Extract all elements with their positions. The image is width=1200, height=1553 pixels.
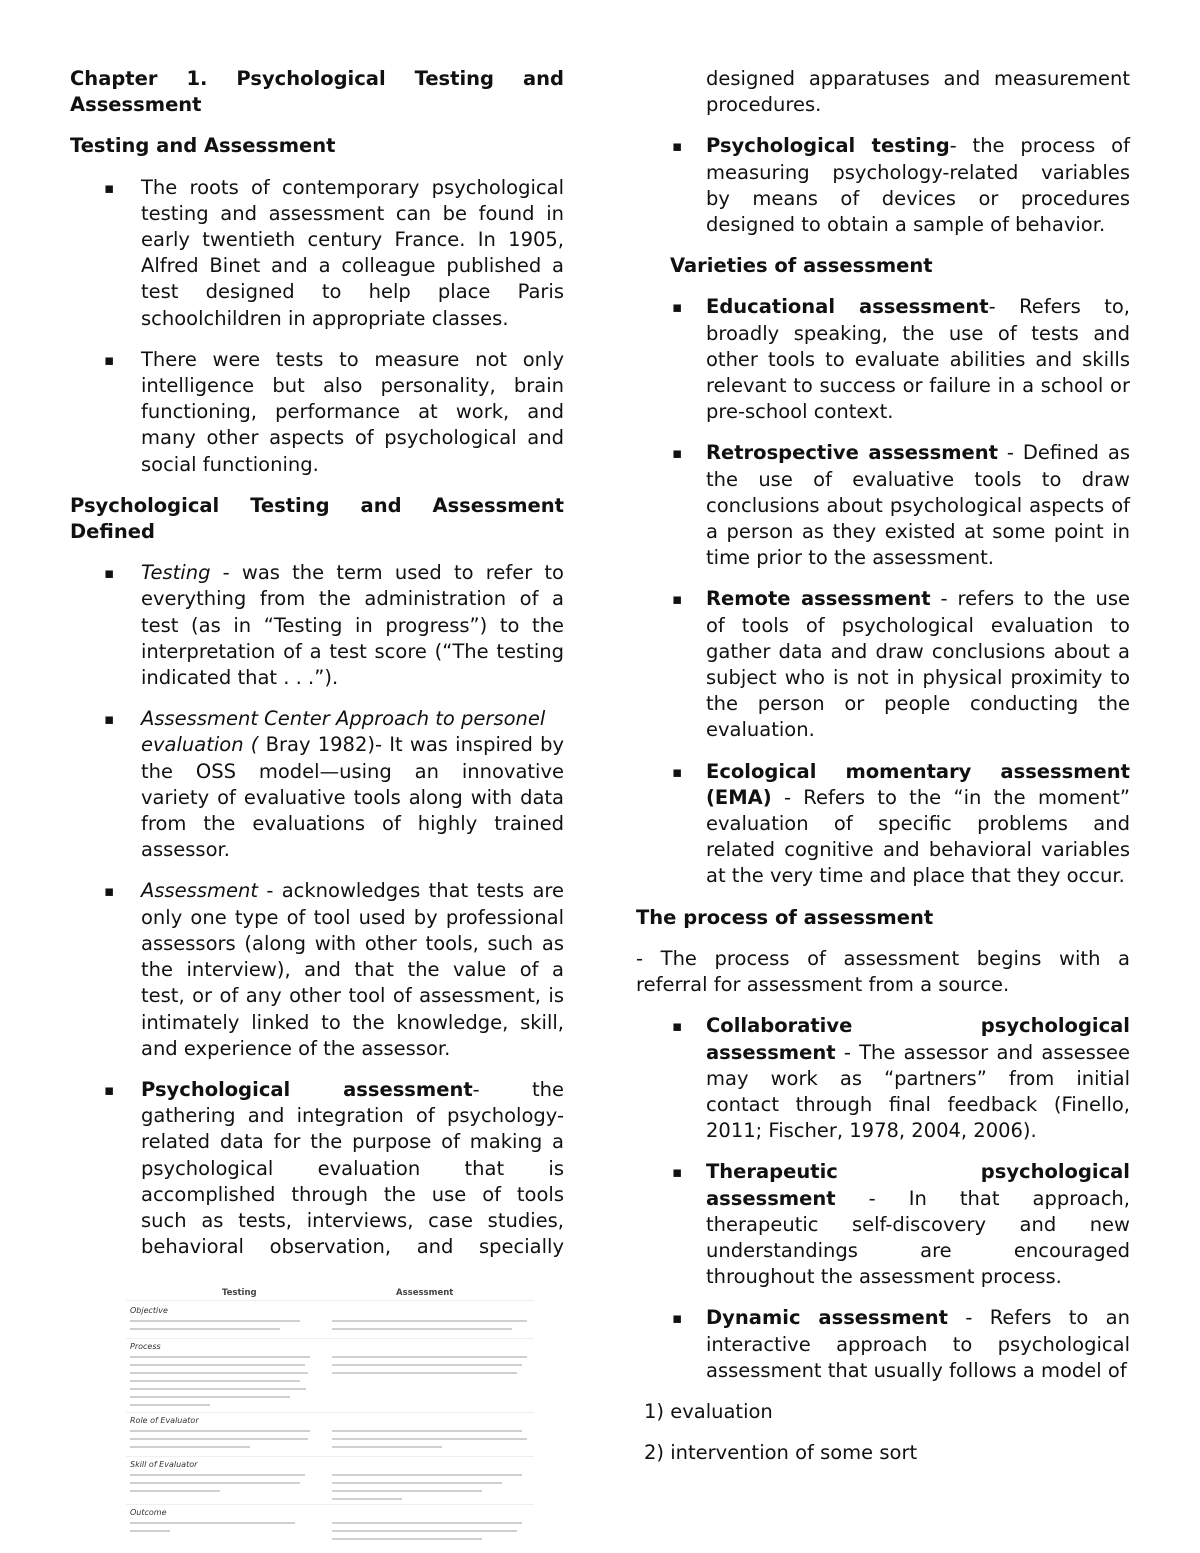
left-column: [70, 66, 564, 1275]
bullet-icon: ▪: [672, 1163, 683, 1182]
bullet-icon: ▪: [104, 178, 115, 197]
figure-section-label: Objective: [130, 1306, 168, 1315]
bullet-icon: ▪: [672, 1309, 683, 1328]
bullet-collaborative-assessment: ▪ Collaborative psychological assessment - The assessor and assessee may work as “partners” from initial contact through final feedback (Finello, 2011; Fischer, 1978, 2004, 2006).: [672, 1014, 1130, 1143]
figure-col-testing: Testing: [222, 1288, 257, 1298]
bullet-icon: ▪: [672, 137, 683, 156]
bullet-therapeutic-assessment: ▪ Therapeutic psychological assessment - In that approach, therapeutic self-discovery and new understandings are encouraged throughout the assessment process.: [672, 1160, 1130, 1289]
bullet-icon: ▪: [104, 710, 115, 729]
testing-vs-assessment-table-image: [126, 1284, 534, 1546]
bullet-icon: ▪: [104, 1080, 115, 1099]
bullet-remote-assessment: ▪ Remote assessment - refers to the use of tools of psychological evaluation to gather data and draw conclusions about a subject who is not in physical proximity to the person or people conducting the evaluation.: [672, 587, 1130, 742]
right-column: [636, 66, 1130, 1481]
bullet-psychological-assessment: ▪ Psychological assessment- the gathering and integration of psychology- related data for the purpose of making a psychological evaluation that is accomplished through the use of tools such as tests, interviews, case studies, behavioral observation, and specially: [104, 1077, 564, 1259]
bullet-icon: ▪: [104, 882, 115, 901]
bullet-icon: ▪: [672, 298, 683, 317]
bullet-icon: ▪: [672, 590, 683, 609]
bullet-assessment-center: ▪ Assessment Center Approach to personel evaluation ( Bray 1982)- It was inspired by the OSS model—using an innovative variety of evaluative tools along with data from the evaluations of highly trained assessor.: [104, 707, 564, 862]
bullet-psychological-assessment-continued: designed apparatuses and measurement procedures.: [706, 67, 1130, 117]
bullet-roots: ▪ The roots of contemporary psychological testing and assessment can be found in early twentieth century France. In 1905, Alfred Binet and a colleague published a test designed to help place Paris schoolchildren in appropriate classes.: [104, 175, 564, 330]
bullet-tests-measure: ▪ There were tests to measure not only intelligence but also personality, brain functioning, performance at work, and many other aspects of psychological and social functioning.: [104, 347, 564, 476]
numbered-item-1: 1) evaluation: [644, 1399, 773, 1423]
bullet-icon: ▪: [672, 1017, 683, 1036]
bullet-testing: ▪ Testing - was the term used to refer to everything from the administration of a test (as in “Testing in progress”) to the interpretation of a test score (“The testing indicated that . . .”).: [104, 561, 564, 690]
section-heading-testing-assessment: Testing and Assessment: [70, 134, 336, 158]
numbered-item-2: 2) intervention of some sort: [644, 1441, 918, 1465]
bullet-icon: ▪: [672, 762, 683, 781]
chapter-title: Chapter 1. Psychological Testing and Assessment: [70, 67, 564, 117]
bullet-icon: ▪: [672, 444, 683, 463]
bullet-icon: ▪: [104, 564, 115, 583]
bullet-educational-assessment: ▪ Educational assessment- Refers to, broadly speaking, the use of tests and other tools to evaluate abilities and skills relevant to success or failure in a school or pre-school context.: [672, 295, 1131, 424]
section-heading-process: The process of assessment: [636, 905, 934, 929]
bullet-dynamic-assessment: ▪ Dynamic assessment - Refers to an interactive approach to psychological assessment that usually follows a model of: [672, 1306, 1130, 1382]
figure-section-label: Outcome: [130, 1508, 167, 1517]
figure-col-assessment: Assessment: [396, 1288, 454, 1298]
figure-section-label: Process: [130, 1342, 161, 1351]
process-paragraph: - The process of assessment begins with a referral for assessment from a source.: [636, 946, 1130, 997]
section-heading-defined: Psychological Testing and Assessment Defined: [70, 493, 564, 544]
bullet-ecological-momentary-assessment: ▪ Ecological momentary assessment (EMA) - Refers to the “in the moment” evaluation of specific problems and related cognitive and behavioral variables at the very time and place that they occur.: [672, 759, 1130, 888]
bullet-assessment: ▪ Assessment - acknowledges that tests are only one type of tool used by professional assessors (along with other tools, such as the interview), and that the value of a test, or of any other tool of assessment, is intimately linked to the knowledge, skill, and experience of the assessor.: [104, 879, 564, 1060]
bullet-retrospective-assessment: ▪ Retrospective assessment - Defined as the use of evaluative tools to draw conclusions about psychological aspects of a person as they existed at some point in time prior to the assessment.: [672, 441, 1130, 570]
bullet-psychological-testing: ▪ Psychological testing- the process of measuring psychology-related variables by means of devices or procedures designed to obtain a sample of behavior.: [672, 134, 1130, 237]
bullet-icon: ▪: [104, 350, 115, 369]
section-heading-varieties: Varieties of assessment: [670, 254, 933, 278]
figure-section-label: Role of Evaluator: [130, 1416, 199, 1425]
figure-section-label: Skill of Evaluator: [130, 1460, 198, 1469]
